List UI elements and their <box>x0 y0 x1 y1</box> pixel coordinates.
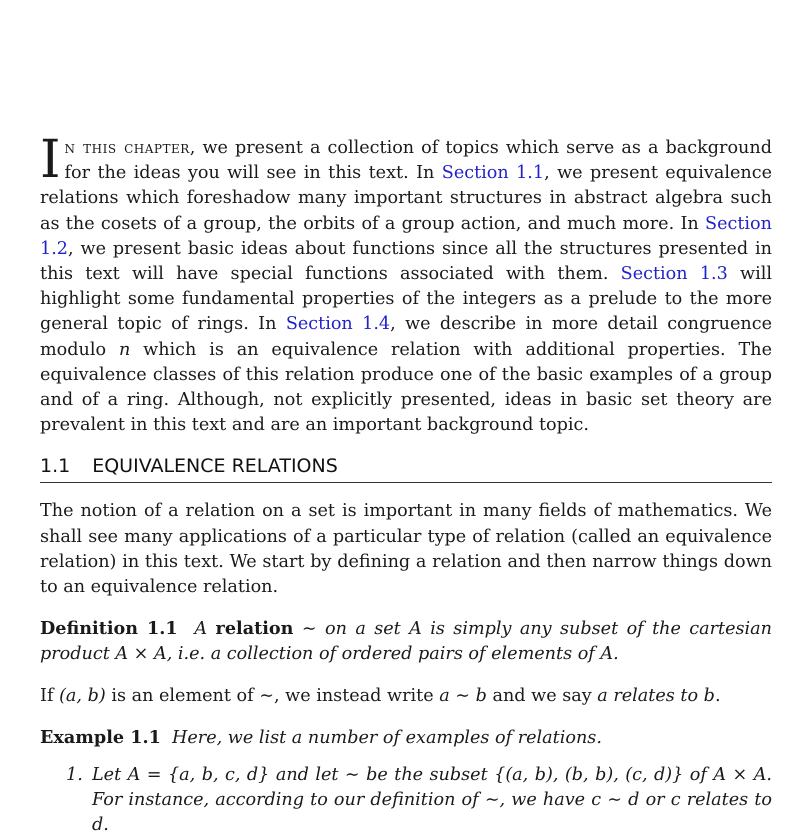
intro-text-4: will highlight some fundamental properties of the integers as a prelude to the more general topic of rings. In <box>40 264 772 335</box>
math-n: n <box>118 339 131 360</box>
relation-paragraph: The notion of a relation on a set is important in many fields of mathematics. We shall see many applications of a particular type of relation (called an equivalence relation) in this text. We start by defining a relation and then narrow things down to an equivalence relation. <box>40 501 772 598</box>
link-section-1-3[interactable]: Section 1.3 <box>620 264 728 285</box>
example-list <box>40 763 772 839</box>
definition-text-2: ∼ on a set A is simply any subset of the cartesian product A × A, i.e. a collection of ordered pairs of elements of A. <box>40 619 773 665</box>
link-section-1-4[interactable]: Section 1.4 <box>285 314 391 335</box>
notation-paragraph <box>40 684 772 709</box>
list-item-number: 1. <box>66 765 83 786</box>
intro-text-1: , we present a collection of topics which serve as a background for the ideas you will see in this text. In <box>64 138 772 184</box>
example-label: Example 1.1 <box>40 726 161 748</box>
definition-term: relation <box>215 618 294 640</box>
intro-paragraph <box>40 130 772 438</box>
example-text: Here, we list a number of examples of relations. <box>172 727 602 748</box>
list-item <box>66 763 772 839</box>
section-heading <box>40 453 772 483</box>
math-relation: a ∼ b <box>439 685 487 706</box>
definition-text-1: A <box>194 619 216 640</box>
intro-text-2: , we present equivalence relations which foreshadow many important structures in abstract algebra such as the cosets of a group, the orbits of a group action, and much more. In <box>40 163 772 234</box>
list-item-text: Let A = {a, b, c, d} and let ∼ be the subset {(a, b), (b, b), (c, d)} of A × A. For instance, according to our definition of ∼, we have c ∼ d or c relates to d. <box>92 765 772 836</box>
example-1-1 <box>40 725 772 751</box>
intro-text-5: , we describe in more detail congruence modulo <box>40 314 772 360</box>
link-section-1-1[interactable]: Section 1.1 <box>441 163 545 184</box>
definition-1-1 <box>40 616 772 667</box>
notation-text-3: and we say <box>486 685 598 706</box>
intro-text-6: which is an equivalence relation with additional properties. The equivalence classes of this relation produce one of the basic examples of a group and of a ring. Although, not explicitly presented, ideas in basic set theory are prevalent in this text and are an important background topic. <box>40 339 772 436</box>
drop-cap: I <box>40 130 61 190</box>
math-pair: (a, b) <box>59 685 106 706</box>
math-relates: a relates to b <box>597 685 715 706</box>
intro-text-3: , we present basic ideas about functions since all the structures presented in this text will have special functions associated with them. <box>40 238 772 285</box>
link-section-1-2[interactable]: Section 1.2 <box>40 213 772 259</box>
intro-smallcaps: n this chapter <box>64 138 190 158</box>
section-title: EQUIVALENCE RELATIONS <box>92 455 338 478</box>
page-content <box>40 130 773 839</box>
notation-text-1: If <box>40 685 60 706</box>
section-number: 1.1 <box>40 455 71 478</box>
notation-text-2: is an element of ∼, we instead write <box>105 685 440 706</box>
notation-text-4: . <box>714 685 721 706</box>
definition-label: Definition 1.1 <box>40 618 178 640</box>
